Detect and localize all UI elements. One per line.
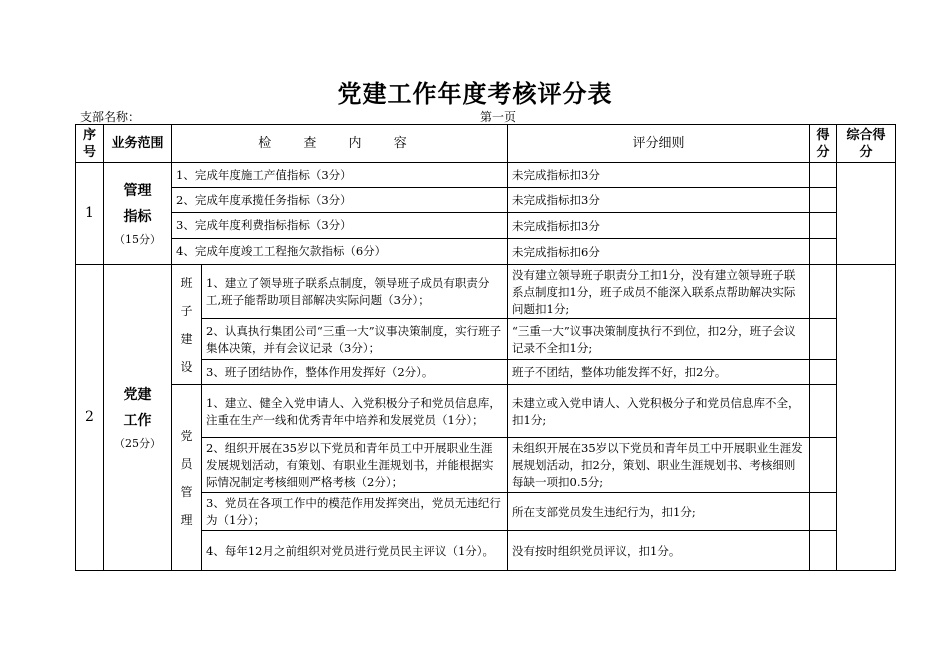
total-score-cell[interactable] bbox=[837, 163, 896, 265]
score-table bbox=[75, 124, 896, 571]
scoring-rule: 未建立或入党申请人、入党积极分子和党员信息库不全，扣1分; bbox=[508, 385, 810, 438]
section-scope bbox=[104, 265, 172, 571]
table-row bbox=[76, 163, 896, 188]
check-content: 3、完成年度利费指标指标（3分） bbox=[172, 213, 508, 239]
score-cell[interactable] bbox=[810, 239, 837, 265]
section-name-line1: 管理 bbox=[123, 182, 152, 199]
header-scope: 业务范围 bbox=[104, 125, 172, 163]
check-content: 3、班子团结协作，整体作用发挥好（2分）。 bbox=[202, 360, 508, 385]
score-cell[interactable] bbox=[810, 493, 837, 531]
section-number: 1 bbox=[76, 163, 104, 265]
header-rules: 评分细则 bbox=[508, 125, 810, 163]
table-row bbox=[76, 188, 896, 213]
table-row bbox=[76, 239, 896, 265]
section-points: （15分） bbox=[114, 232, 161, 246]
table-row bbox=[76, 385, 896, 438]
score-cell[interactable] bbox=[810, 188, 837, 213]
page-number: 第一页 bbox=[480, 110, 517, 124]
scoring-rule: 未完成指标扣6分 bbox=[508, 239, 810, 265]
scoring-rule: 未完成指标扣3分 bbox=[508, 163, 810, 188]
scoring-rule: 未完成指标扣3分 bbox=[508, 188, 810, 213]
check-content: 2、认真执行集团公司“三重一大”议事决策制度，实行班子集体决策，并有会议记录（3分）； bbox=[202, 319, 508, 360]
score-cell[interactable] bbox=[810, 319, 837, 360]
section-points: （25分） bbox=[114, 436, 161, 450]
section-name-line2: 指标 bbox=[123, 208, 152, 225]
group-label-leadership: 班 子 建 设 bbox=[172, 265, 202, 385]
check-content: 4、完成年度竣工工程拖欠款指标（6分） bbox=[172, 239, 508, 265]
section-name-line1: 党建 bbox=[123, 386, 152, 403]
score-cell[interactable] bbox=[810, 438, 837, 493]
scoring-rule: 未组织开展在35岁以下党员和青年员工中开展职业生涯发展规划活动，扣2分，策划、职业生涯规划书、考核细则每缺一项扣0.5分; bbox=[508, 438, 810, 493]
score-cell[interactable] bbox=[810, 531, 837, 571]
header-row bbox=[76, 125, 896, 163]
score-cell[interactable] bbox=[810, 385, 837, 438]
scoring-rule: 未完成指标扣3分 bbox=[508, 213, 810, 239]
check-content: 2、组织开展在35岁以下党员和青年员工中开展职业生涯发展规划活动，有策划、有职业生涯规划书，并能根据实际情况制定考核细则严格考核（2分）； bbox=[202, 438, 508, 493]
scoring-rule: 班子不团结，整体功能发挥不好，扣2分。 bbox=[508, 360, 810, 385]
section-scope bbox=[104, 163, 172, 265]
table-row bbox=[76, 213, 896, 239]
check-content: 1、建立、健全入党申请人、入党积极分子和党员信息库，注重在生产一线和优秀青年中培养和发展党员（1分）； bbox=[202, 385, 508, 438]
score-cell[interactable] bbox=[810, 163, 837, 188]
check-content: 3、党员在各项工作中的模范作用发挥突出，党员无违纪行为（1分）； bbox=[202, 493, 508, 531]
check-content: 2、完成年度承揽任务指标（3分） bbox=[172, 188, 508, 213]
header-score: 得分 bbox=[810, 125, 837, 163]
group-label-member-management: 党 员 管 理 bbox=[172, 385, 202, 571]
scoring-rule: “三重一大”议事决策制度执行不到位，扣2分，班子会议记录不全扣1分; bbox=[508, 319, 810, 360]
total-score-cell[interactable] bbox=[837, 265, 896, 571]
scoring-rule: 所在支部党员发生违纪行为，扣1分; bbox=[508, 493, 810, 531]
header-content: 检 查 内 容 bbox=[172, 125, 508, 163]
score-cell[interactable] bbox=[810, 360, 837, 385]
header-total: 综合得分 bbox=[837, 125, 896, 163]
check-content: 1、建立了领导班子联系点制度，领导班子成员有职责分工,班子能帮助项目部解决实际问题（3分）； bbox=[202, 265, 508, 319]
scoring-rule: 没有建立领导班子职责分工扣1分，没有建立领导班子联系点制度扣1分，班子成员不能深入联系点帮助解决实际问题扣1分; bbox=[508, 265, 810, 319]
section-number: 2 bbox=[76, 265, 104, 571]
header-seq: 序号 bbox=[76, 125, 104, 163]
score-cell[interactable] bbox=[810, 265, 837, 319]
scoring-rule: 没有按时组织党员评议，扣1分。 bbox=[508, 531, 810, 571]
table-row bbox=[76, 265, 896, 319]
section-name-line2: 工作 bbox=[123, 412, 152, 429]
page-title: 党建工作年度考核评分表 bbox=[337, 80, 613, 108]
check-content: 4、每年12月之前组织对党员进行党员民主评议（1分）。 bbox=[202, 531, 508, 571]
check-content: 1、完成年度施工产值指标（3分） bbox=[172, 163, 508, 188]
branch-name-label: 支部名称： bbox=[80, 110, 141, 124]
score-cell[interactable] bbox=[810, 213, 837, 239]
